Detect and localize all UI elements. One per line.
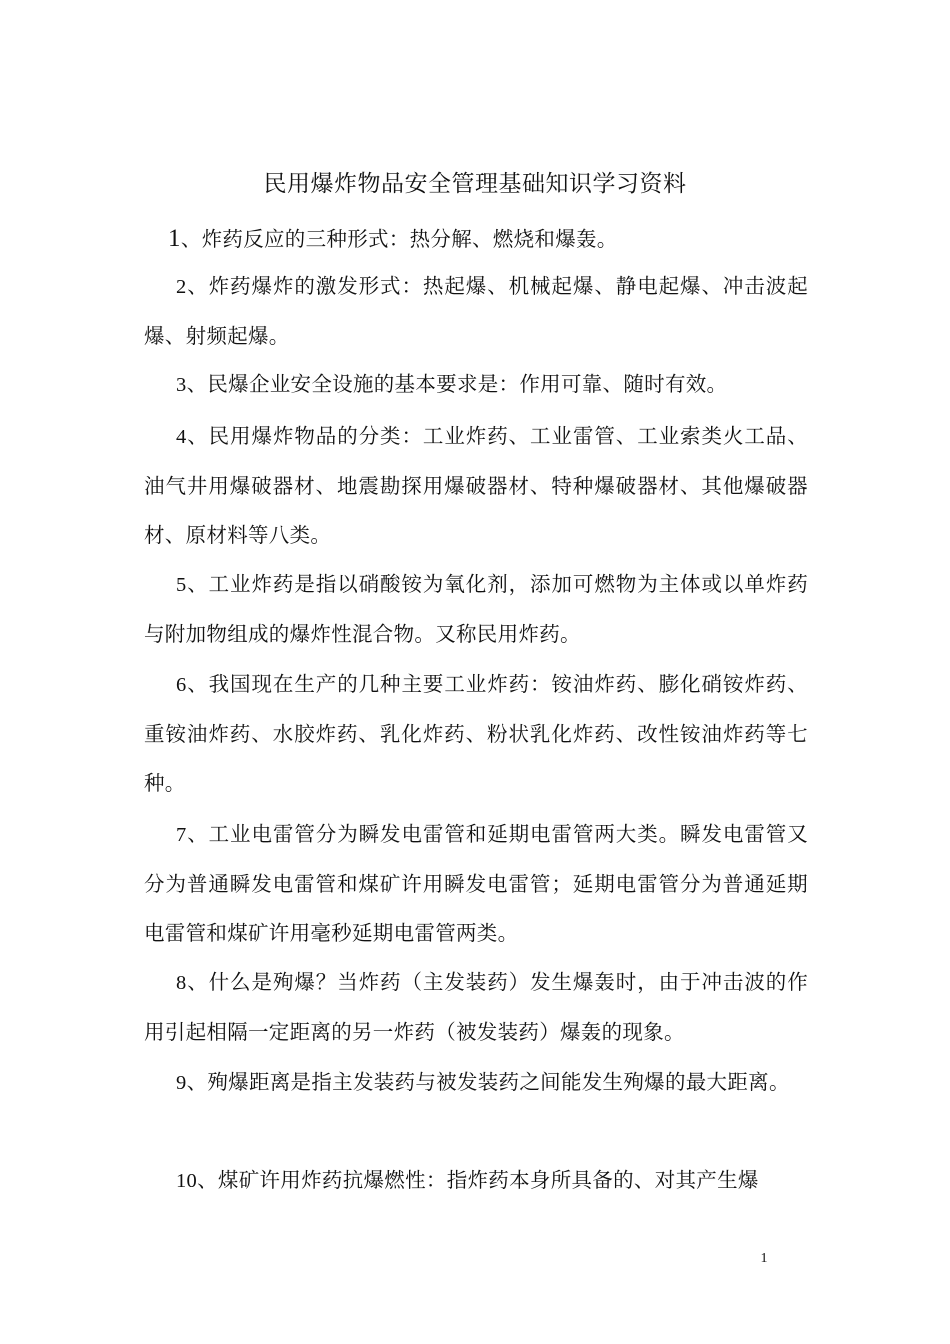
list-item [144, 214, 808, 264]
list-item [144, 958, 808, 1057]
item-number: 10 [176, 1170, 198, 1192]
list-item [144, 1058, 808, 1108]
page-number: 1 [760, 1251, 768, 1266]
item-text: 、炸药爆炸的激发形式：热起爆、机械起爆、静电起爆、冲击波起爆、射频起爆。 [144, 274, 808, 348]
item-text: 、殉爆距离是指主发装药与被发装药之间能发生殉爆的最大距离。 [186, 1070, 790, 1094]
item-number: 1 [168, 225, 181, 252]
list-item [144, 262, 808, 361]
list-item [144, 412, 808, 560]
item-number: 3 [176, 374, 187, 396]
item-text: 、我国现在生产的几种主要工业炸药：铵油炸药、膨化硝铵炸药、重铵油炸药、水胶炸药、乳化炸药、粉状乳化炸药、改性铵油炸药等七种。 [144, 672, 808, 795]
document-title: 民用爆炸物品安全管理基础知识学习资料 [263, 171, 687, 197]
item-number: 7 [176, 824, 187, 846]
item-text: 、工业炸药是指以硝酸铵为氧化剂，添加可燃物为主体或以单炸药与附加物组成的爆炸性混合物。又称民用炸药。 [144, 572, 808, 646]
list-item [144, 1156, 808, 1206]
item-text: 、工业电雷管分为瞬发电雷管和延期电雷管两大类。瞬发电雷管又分为普通瞬发电雷管和煤矿许用瞬发电雷管；延期电雷管分为普通延期电雷管和煤矿许用毫秒延期电雷管两类。 [144, 822, 808, 945]
item-number: 8 [176, 972, 187, 994]
item-number: 6 [176, 674, 187, 696]
item-number: 2 [176, 276, 187, 298]
list-item [144, 660, 808, 808]
list-item [144, 560, 808, 659]
item-text: 、民爆企业安全设施的基本要求是：作用可靠、随时有效。 [186, 372, 728, 396]
item-text: 、什么是殉爆？当炸药（主发装药）发生爆轰时，由于冲击波的作用引起相隔一定距离的另一炸药（被发装药）爆轰的现象。 [144, 970, 808, 1044]
item-number: 4 [176, 426, 187, 448]
item-number: 5 [176, 574, 187, 596]
item-number: 9 [176, 1072, 187, 1094]
item-text: 、煤矿许用炸药抗爆燃性：指炸药本身所具备的、对其产生爆 [197, 1168, 759, 1192]
list-item [144, 360, 808, 410]
list-item [144, 810, 808, 958]
item-text: 、炸药反应的三种形式：热分解、燃烧和爆轰。 [180, 227, 618, 251]
item-text: 、民用爆炸物品的分类：工业炸药、工业雷管、工业索类火工品、油气井用爆破器材、地震勘探用爆破器材、特种爆破器材、其他爆破器材、原材料等八类。 [144, 424, 808, 547]
